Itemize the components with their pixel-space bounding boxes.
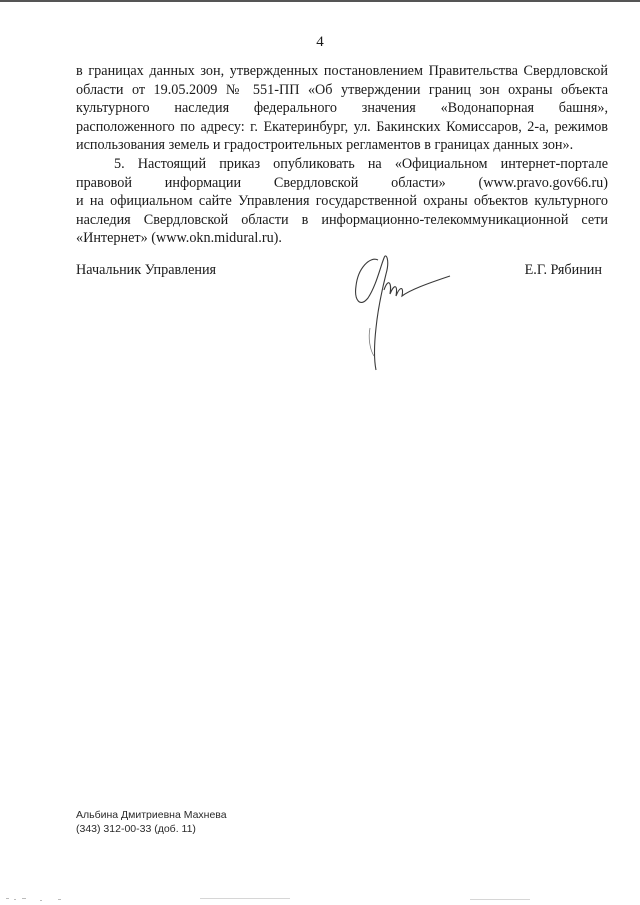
paragraph-2-line-4: наследия Свердловской области в информационно-телекоммуникационной сети bbox=[76, 211, 608, 228]
paragraph-1-line-3: культурного наследия федерального значения «Водонапорная башня», bbox=[76, 100, 608, 117]
top-scan-border bbox=[0, 0, 640, 2]
paragraph-1-line-1: в границах данных зон, утвержденных постановлением Правительства Свердловской bbox=[76, 63, 608, 79]
executor-name: Альбина Дмитриевна Махнева bbox=[76, 809, 227, 821]
handwritten-signature bbox=[340, 238, 470, 378]
paragraph-1-line-4: расположенного по адресу: г. Екатеринбург, ул. Бакинских Комиссаров, 2-а, режимов bbox=[76, 118, 608, 135]
scan-noise bbox=[0, 896, 640, 905]
paragraph-1-line-5: использования земель и градостроительных регламентов в границах данных зон». bbox=[76, 137, 574, 154]
page-number: 4 bbox=[316, 34, 324, 50]
executor-phone: (343) 312-00-33 (доб. 11) bbox=[76, 823, 196, 835]
paragraph-2-line-5: «Интернет» (www.okn.midural.ru). bbox=[76, 230, 282, 247]
document-body bbox=[76, 62, 608, 248]
signatory-name: Е.Г. Рябинин bbox=[524, 262, 602, 278]
executor-info bbox=[76, 808, 227, 836]
signatory-title: Начальник Управления bbox=[76, 262, 217, 278]
paragraph-2-line-1: 5. Настоящий приказ опубликовать на «Официальном интернет-портале bbox=[114, 155, 608, 172]
paragraph-2-line-2: правовой информации Свердловской области» (www.pravo.gov66.ru) bbox=[76, 174, 608, 191]
paragraph-1-line-2: области от 19.05.2009 № 551-ПП «Об утверждении границ зон охраны объекта bbox=[76, 81, 608, 98]
paragraph-2-line-3: и на официальном сайте Управления государственной охраны объектов культурного bbox=[76, 193, 608, 210]
